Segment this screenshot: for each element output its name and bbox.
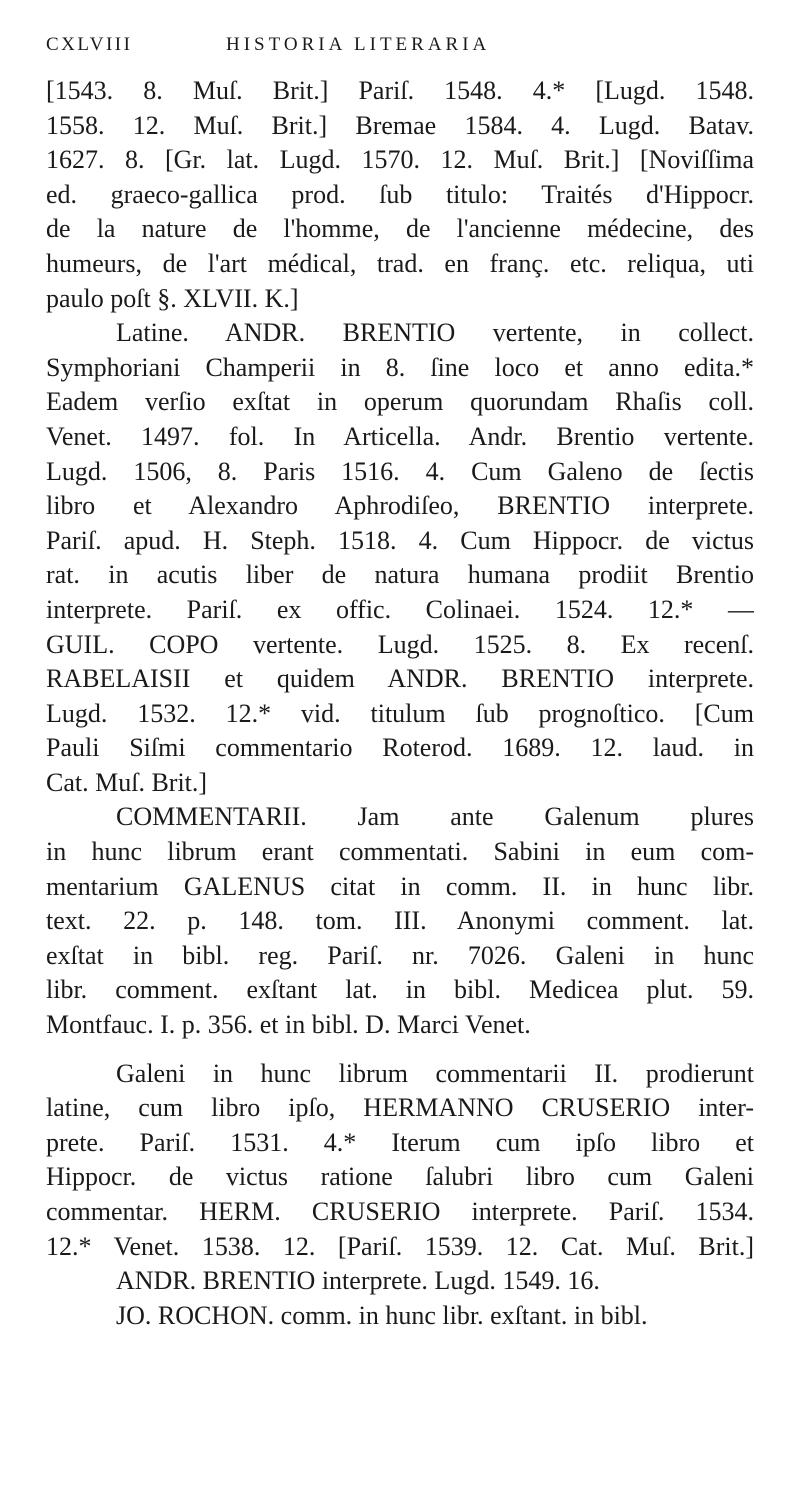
paragraph-gap	[46, 1043, 754, 1057]
text-line: JO. ROCHON. comm. in hunc libr. exſtant. in bibl.	[116, 1300, 648, 1330]
text-line: Galeni in hunc librum commentarii II. prodierunt	[116, 1058, 754, 1088]
text-line: [1543. 8. Muſ. Brit.] Pariſ. 1548. 4.* [Lugd. 1548.	[46, 76, 754, 105]
text-line: de la nature de l'homme, de l'ancienne médecine, des	[46, 214, 754, 244]
text-line: RABELAISII et quidem ANDR. BRENTIO interprete.	[46, 664, 754, 694]
text-line: 1627. 8. [Gr. lat. Lugd. 1570. 12. Muſ. Brit.] [Noviſſima	[46, 145, 754, 175]
text-line: commentar. HERM. CRUSERIO interprete. Pariſ. 1534.	[46, 1197, 754, 1226]
folio-number: CXLVIII	[46, 34, 133, 55]
text-line: Pauli Siſmi commentario Roterod. 1689. 12. laud. in	[46, 733, 754, 763]
text-line: mentarium GALENUS citat in comm. II. in hunc libr.	[46, 871, 754, 901]
body-text	[46, 74, 754, 1333]
text-line: Eadem verſio exſtat in operum quorundam Rhaſis coll.	[46, 387, 754, 417]
text-line: latine, cum libro ipſo, HERMANNO CRUSERIO inter-	[46, 1093, 754, 1123]
text-line: Pariſ. apud. H. Steph. 1518. 4. Cum Hippocr. de victus	[46, 525, 754, 555]
text-line: humeurs, de l'art médical, trad. en franç. etc. reliqua, uti	[46, 248, 754, 278]
text-line: COMMENTARII. Jam ante Galenum plures	[116, 802, 754, 832]
text-line: Cat. Muſ. Brit.]	[46, 767, 208, 797]
text-line: Lugd. 1506, 8. Paris 1516. 4. Cum Galeno de ſectis	[46, 456, 754, 486]
text-line: 1558. 12. Muſ. Brit.] Bremae 1584. 4. Lugd. Batav.	[46, 110, 754, 140]
text-line: exſtat in bibl. reg. Pariſ. nr. 7026. Galeni in hunc	[46, 940, 754, 970]
text-line: Hippocr. de victus ratione ſalubri libro cum Galeni	[46, 1162, 754, 1192]
text-line: rat. in acutis liber de natura humana prodiit Brentio	[46, 560, 754, 590]
text-line: interprete. Pariſ. ex offic. Colinaei. 1524. 12.* —	[46, 594, 754, 624]
text-line: libr. comment. exſtant lat. in bibl. Medicea plut. 59.	[46, 975, 754, 1005]
text-line: Latine. ANDR. BRENTIO vertente, in collect.	[116, 318, 754, 348]
text-line: paulo poſt §. XLVII. K.]	[46, 283, 299, 313]
text-line: ed. graeco-gallica prod. ſub titulo: Traités d'Hippocr.	[46, 179, 754, 209]
text-line: text. 22. p. 148. tom. III. Anonymi comment. lat.	[46, 906, 754, 936]
text-line: Symphoriani Champerii in 8. ſine loco et anno edita.*	[46, 352, 754, 382]
page-header	[46, 34, 754, 74]
text-line: prete. Pariſ. 1531. 4.* Iterum cum ipſo libro et	[46, 1127, 754, 1157]
text-line: libro et Alexandro Aphrodiſeo, BRENTIO interprete.	[46, 491, 754, 521]
text-line: ANDR. BRENTIO interprete. Lugd. 1549. 16.	[116, 1266, 600, 1296]
text-line: 12.* Venet. 1538. 12. [Pariſ. 1539. 12. Cat. Muſ. Brit.]	[46, 1231, 754, 1261]
text-line: Montfauc. I. p. 356. et in bibl. D. Marci Venet.	[46, 1010, 531, 1040]
text-line: Venet. 1497. fol. In Articella. Andr. Brentio vertente.	[46, 421, 754, 451]
text-line: GUIL. COPO vertente. Lugd. 1525. 8. Ex recenſ.	[46, 629, 754, 659]
text-line: Lugd. 1532. 12.* vid. titulum ſub prognoſtico. [Cum	[46, 698, 754, 728]
text-line: in hunc librum erant commentati. Sabini in eum com-	[46, 837, 754, 867]
running-title: HISTORIA LITERARIA	[226, 34, 491, 55]
